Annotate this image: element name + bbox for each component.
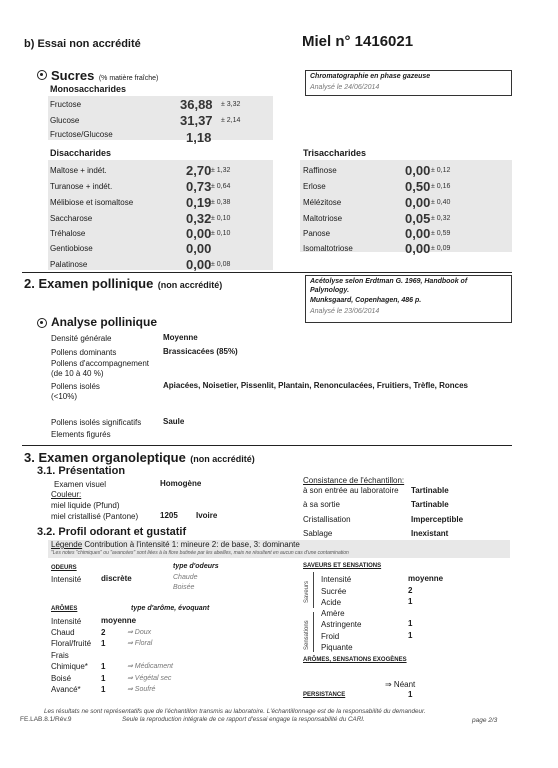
section-divider [22,272,512,273]
sugar-name: Palatinose [50,260,88,269]
arome-name: Chaud [51,628,75,637]
sugar-uncertainty: ± 0,08 [211,261,231,268]
sugar-uncertainty: ± 0,32 [431,215,451,222]
sugar-value: 0,00 [405,226,431,241]
arome-evoque: ⇒ Végétal sec [127,675,172,682]
sugar-value: 0,73 [186,179,212,194]
sortie-value: Tartinable [411,500,449,509]
sugar-name: Gentiobiose [50,244,93,253]
sugar-value: 36,88 [180,97,213,112]
sugar-value: 0,05 [405,211,431,226]
monosaccharides-heading: Monosaccharides [50,84,127,94]
sugar-value: 31,37 [180,113,213,128]
sugar-name: Mélibiose et isomaltose [50,198,134,207]
sugar-value: 0,19 [186,195,212,210]
pantone-label: miel cristallisé (Pantone) [51,512,139,521]
arome-evoque: ⇒ Floral [127,640,153,647]
sucres-analysed-date: Analysé le 24/06/2014 [310,84,380,91]
aromes-intensite-value: moyenne [101,616,137,625]
saveur-name: Astringente [321,620,362,629]
saveur-value: 1 [408,619,413,628]
significatifs-value: Saule [163,417,185,426]
sugar-uncertainty: ± 3,32 [221,101,241,108]
arome-evoque: ⇒ Médicament [127,663,173,670]
arome-value: 1 [101,674,106,683]
consistance-heading: Consistance de l'échantillon: [303,476,405,485]
organo-heading: 3. Examen organoleptique (non accrédité) [24,450,255,465]
sugar-uncertainty: ± 0,10 [211,215,231,222]
odeurs-intensite-label: Intensité [51,575,82,584]
pantone-number: 1205 [160,511,178,520]
arome-value: 2 [101,628,106,637]
presentation-heading: 3.1. Présentation [37,465,126,477]
pfund-label: miel liquide (Pfund) [51,501,120,510]
sugar-uncertainty: ± 0,38 [211,199,231,206]
isoles-label: Pollens isolés [51,382,100,391]
examen-visuel-label: Examen visuel [54,480,107,489]
entree-value: Tartinable [411,486,449,495]
isoles-value: Apiacées, Noisetier, Pissenlit, Plantain, Renonculacées, Fruitiers, Trèfle, Ronces [163,381,469,390]
pollinique-analysed-date: Analysé le 23/06/2014 [310,308,380,315]
persistance-heading: PERSISTANCE [303,692,346,698]
saveur-value: moyenne [408,574,444,583]
profil-heading: 3.2. Profil odorant et gustatif [37,526,187,538]
cristallisation-value: Imperceptible [411,515,464,524]
sucres-method: Chromatographie en phase gazeuse [310,73,431,80]
sugar-uncertainty: ± 0,64 [211,183,231,190]
sugar-value: 0,00 [186,241,212,256]
saveur-name: Intensité [321,575,352,584]
pollinique-ref-line1: Acétolyse selon Erdtman G. 1969, Handbook of [310,278,468,285]
sensations-bracket [313,612,314,652]
densite-label: Densité générale [51,334,112,343]
sugar-uncertainty: ± 0,59 [431,230,451,237]
sugar-name: Maltotriose [303,214,343,223]
sugar-uncertainty: ± 0,40 [431,199,451,206]
radio-bullet-icon [37,70,47,80]
sugar-name: Fructose [50,100,82,109]
significatifs-label: Pollens isolés significatifs [51,418,142,427]
entree-label: à son entrée au laboratoire [303,486,399,495]
radio-bullet-icon [37,318,47,328]
couleur-label: Couleur: [51,490,82,499]
sugar-name: Erlose [303,182,326,191]
footer-ref: FE.LAB.8.1/Rév.9 [20,716,72,723]
pollinique-method-box [305,275,512,323]
exogenes-heading: ARÔMES, SENSATIONS EXOGÈNES [303,657,407,663]
sugar-uncertainty: ± 0,10 [211,230,231,237]
sablage-value: Inexistant [411,529,449,538]
odeurs-type-heading: type d'odeurs [173,563,219,570]
sugar-name: Glucose [50,116,80,125]
sugar-value: 0,00 [405,195,431,210]
pollinique-ref-line3: Munksgaard, Copenhagen, 486 p. [310,297,422,304]
pantone-value: Ivoire [196,511,218,520]
aromes-type-heading: type d'arôme, évoquant [131,605,210,612]
sucres-heading: Sucres (% matière fraîche) [51,68,159,83]
legende-note: "Les notes "chimiques" ou "avancées" sont liées à la flore butinée par les abeilles, mais ne résultent en aucun cas d'une contamination [51,550,349,556]
saveur-value: 1 [408,597,413,606]
examen-visuel-value: Homogène [160,479,202,488]
arome-value: 1 [101,639,106,648]
isoles-range: (<10%) [51,392,78,401]
sugar-name: Isomaltotriose [303,244,353,253]
saveur-name: Froid [321,632,340,641]
sugar-value: 0,32 [186,211,212,226]
aromes-intensite-label: Intensité [51,617,82,626]
section-b-heading: b) Essai non accrédité [24,38,141,50]
arome-name: Frais [51,651,69,660]
saveurs-heading: SAVEURS ET SENSATIONS [303,563,382,569]
persistance-value: 1 [408,690,413,699]
saveurs-bracket [313,572,314,608]
saveur-name: Amère [321,609,345,618]
sensations-vertical-label: Sensations [304,620,310,650]
report-title: Miel n° 1416021 [302,33,414,50]
accompagnement-label: Pollens d'accompagnement [51,359,150,368]
arome-name: Floral/fruité [51,639,92,648]
footer-page: page 2/3 [472,717,498,724]
sugar-name: Panose [303,229,331,238]
odeurs-intensite-value: discrète [101,574,132,583]
arome-name: Avancé* [51,685,81,694]
cristallisation-label: Cristallisation [303,515,351,524]
arome-name: Boisé [51,674,72,683]
accompagnement-range: (de 10 à 40 %) [51,369,104,378]
arome-name: Chimique* [51,662,88,671]
sugar-name: Turanose + indét. [50,182,113,191]
dominants-value: Brassicacées (85%) [163,347,238,356]
saveur-value: 2 [408,586,413,595]
sugar-value: 0,00 [186,257,212,272]
sugar-value: 1,18 [186,130,212,145]
saveur-name: Sucrée [321,587,347,596]
saveur-value: 1 [408,631,413,640]
legende-line: Légende Contribution à l'intensité 1: mineure 2: de base, 3: dominante [51,540,300,549]
aromes-heading: ARÔMES [51,606,78,612]
dominants-label: Pollens dominants [51,348,117,357]
sugar-value: 0,50 [405,179,431,194]
densite-value: Moyenne [163,333,198,342]
sugar-uncertainty: ± 0,09 [431,245,451,252]
arome-evoque: ⇒ Soufré [127,686,156,693]
sugar-name: Tréhalose [50,229,86,238]
saveur-name: Acide [321,598,342,607]
odeur-type: Chaude [173,574,198,581]
footer-disclaimer-1: Les résultats ne sont représentatifs que de l'échantillon transmis au laboratoire. L'échantillonnage est de la responsabilité du demandeur. [44,708,426,715]
sugar-uncertainty: ± 0,16 [431,183,451,190]
figures-label: Elements figurés [51,430,111,439]
analyse-pollinique-heading: Analyse pollinique [51,315,158,329]
sugar-uncertainty: ± 1,32 [211,167,231,174]
sortie-label: à sa sortie [303,500,340,509]
sugar-name: Mélézitose [303,198,342,207]
sugar-name: Maltose + indét. [50,166,107,175]
sucres-method-box [305,70,512,96]
saveur-name: Piquante [321,643,353,652]
pollinique-ref-line2: Palynology. [310,287,350,294]
sugar-name: Fructose/Glucose [50,130,113,139]
arome-value: 1 [101,685,106,694]
odeurs-heading: ODEURS [51,565,77,571]
pollinique-heading: 2. Examen pollinique (non accrédité) [24,276,223,291]
arome-evoque: ⇒ Doux [127,629,152,636]
arome-value: 1 [101,662,106,671]
sugar-value: 0,00 [405,241,431,256]
trisaccharides-heading: Trisaccharides [303,148,367,158]
section-divider [22,445,512,446]
sablage-label: Sablage [303,529,333,538]
odeur-type: Boisée [173,584,195,591]
sugar-uncertainty: ± 0,12 [431,167,451,174]
sugar-value: 0,00 [405,163,431,178]
sugar-uncertainty: ± 2,14 [221,117,241,124]
sugar-name: Saccharose [50,214,93,223]
saveurs-vertical-label: Saveurs [304,580,310,603]
sugar-value: 2,70 [186,163,212,178]
disaccharides-heading: Disaccharides [50,148,112,158]
exogenes-value: ⇒ Néant [385,680,416,689]
sugar-value: 0,00 [186,226,212,241]
sugar-name: Raffinose [303,166,337,175]
footer-disclaimer-2: Seule la reproduction intégrale de ce rapport d'essai engage la responsabilité du CARI. [122,716,365,723]
